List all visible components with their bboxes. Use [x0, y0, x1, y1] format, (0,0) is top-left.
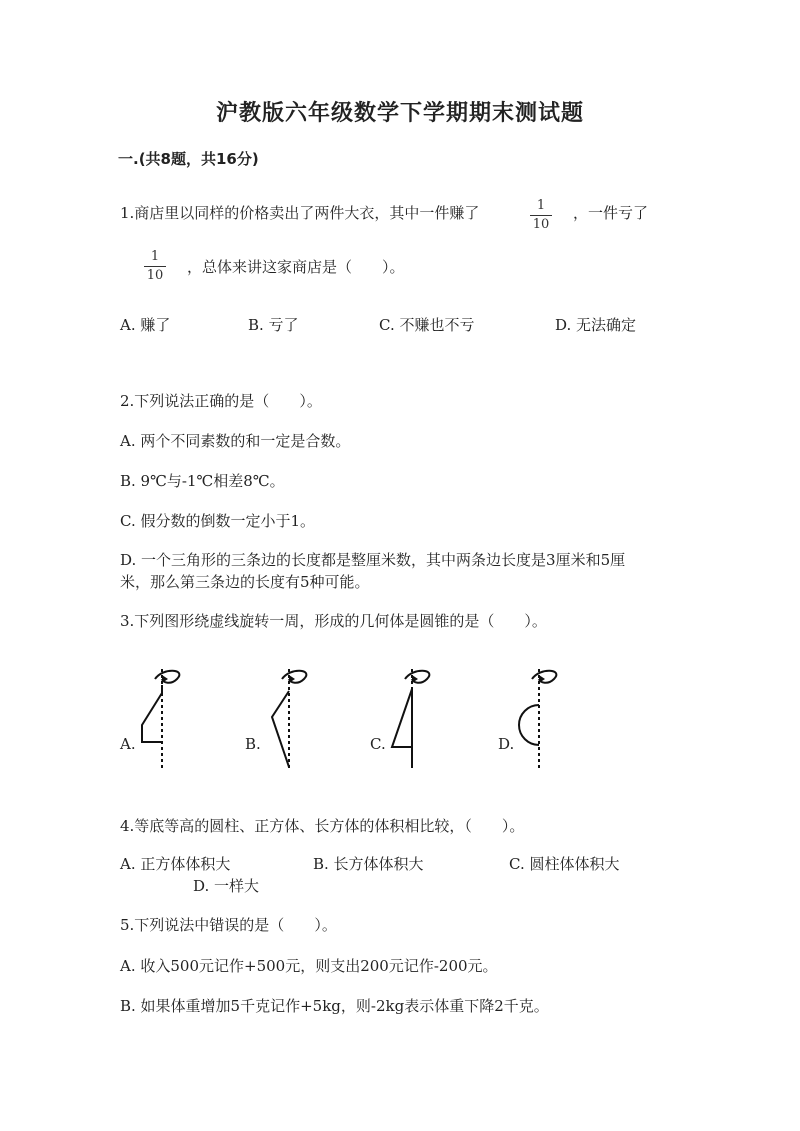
- q1-option-c[interactable]: C. 不赚也不亏: [379, 316, 475, 334]
- q5-option-b[interactable]: B. 如果体重增加5千克记作+5kg，则-2kg表示体重下降2千克。: [120, 997, 549, 1015]
- fraction-bar: [144, 266, 166, 267]
- fraction-denominator: 10: [532, 217, 550, 232]
- q4-option-a[interactable]: A. 正方体体积大: [120, 855, 231, 873]
- fraction-numerator: 1: [536, 198, 546, 213]
- q3-figure-d: [512, 665, 562, 770]
- q3-label-b[interactable]: B.: [245, 735, 261, 753]
- q2-option-b[interactable]: B. 9℃与-1℃相差8℃。: [120, 472, 285, 490]
- q3-stem: 3.下列图形绕虚线旋转一周，形成的几何体是圆锥的是（ ）。: [120, 612, 547, 630]
- rotation-arrow-icon: [282, 671, 306, 683]
- q4-stem: 4.等底等高的圆柱、正方体、长方体的体积相比较，（ ）。: [120, 817, 525, 835]
- q1-stem-part1: 1.商店里以同样的价格卖出了两件大衣，其中一件赚了: [120, 204, 480, 222]
- q2-option-d-line1[interactable]: D. 一个三角形的三条边的长度都是整厘米数，其中两条边长度是3厘米和5厘: [120, 551, 626, 569]
- q3-label-a[interactable]: A.: [120, 735, 136, 753]
- q3-label-c[interactable]: C.: [370, 735, 386, 753]
- fraction-bar: [530, 215, 552, 216]
- q2-option-d-line2[interactable]: 米，那么第三条边的长度有5种可能。: [120, 573, 370, 591]
- q3-figure-a: [135, 665, 185, 770]
- page-title: 沪教版六年级数学下学期期末测试题: [215, 101, 584, 126]
- section-heading: 一.(共8题，共16分): [118, 150, 259, 168]
- fraction-denominator: 10: [146, 268, 164, 283]
- q4-option-d[interactable]: D. 一样大: [193, 877, 260, 895]
- q1-fraction-1: [527, 198, 555, 233]
- q5-stem: 5.下列说法中错误的是（ ）。: [120, 916, 337, 934]
- fraction-numerator: 1: [150, 249, 160, 264]
- figure-shape: [142, 685, 162, 742]
- q1-stem-part2: ，一件亏了: [573, 204, 649, 222]
- rotation-arrow-icon: [405, 671, 429, 683]
- q4-option-c[interactable]: C. 圆柱体体积大: [509, 855, 620, 873]
- rotation-arrow-icon: [155, 671, 179, 683]
- figure-shape: [392, 689, 412, 747]
- q3-figure-c: [385, 665, 435, 770]
- q2-option-c[interactable]: C. 假分数的倒数一定小于1。: [120, 512, 316, 530]
- q1-option-a[interactable]: A. 赚了: [120, 316, 171, 334]
- figure-shape: [272, 691, 289, 767]
- q5-option-a[interactable]: A. 收入500元记作+500元，则支出200元记作-200元。: [120, 957, 498, 975]
- q1-stem-part3: ，总体来讲这家商店是（ ）。: [187, 258, 405, 276]
- q1-fraction-2: [141, 249, 169, 284]
- q1-option-b[interactable]: B. 亏了: [248, 316, 299, 334]
- q1-option-d[interactable]: D. 无法确定: [555, 316, 637, 334]
- q2-stem: 2.下列说法正确的是（ ）。: [120, 392, 322, 410]
- q3-figure-b: [262, 665, 312, 770]
- q2-option-a[interactable]: A. 两个不同素数的和一定是合数。: [120, 432, 351, 450]
- figure-shape: [519, 705, 539, 745]
- q4-option-b[interactable]: B. 长方体体积大: [313, 855, 424, 873]
- rotation-arrow-icon: [532, 671, 556, 683]
- q3-label-d[interactable]: D.: [498, 735, 515, 753]
